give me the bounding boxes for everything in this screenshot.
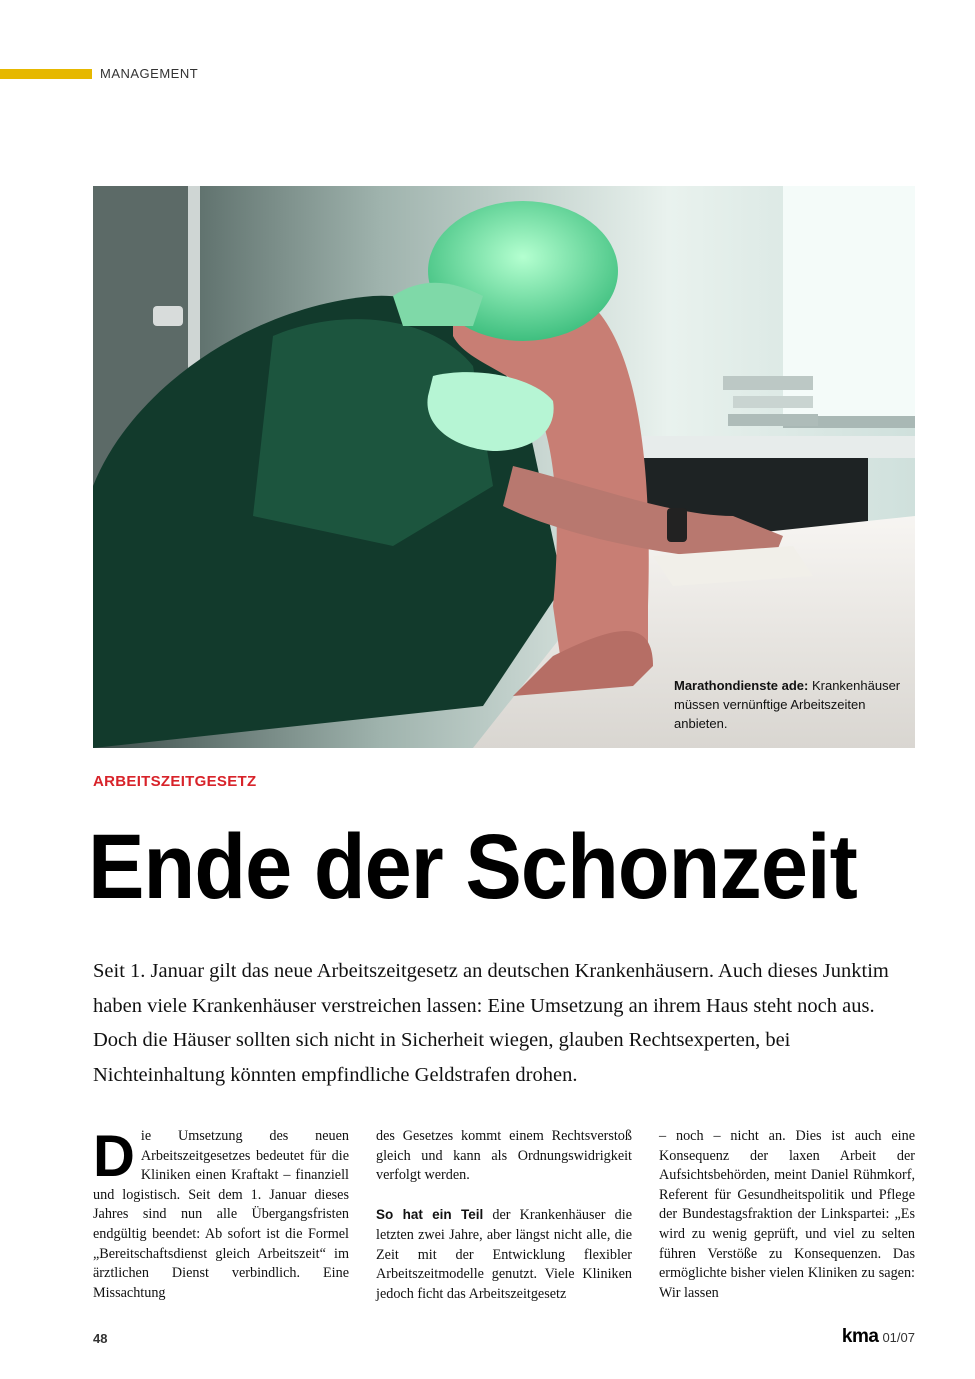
article-lead: Seit 1. Januar gilt das neue Arbeitszeitgesetz an deutschen Krankenhäusern. Auch dieses Junktim haben viele Krankenhäuser verstreichen lassen: Eine Umsetzung an ihrem Haus steht noch aus. Doch die Häuser sollten sich nicht in Sicherheit wiegen, glauben Rechtsexperten, bei Nichteinhaltung könnten empfindliche Geldstrafen drohen. (93, 960, 889, 1086)
drop-cap: D (93, 1124, 135, 1189)
article-photo (93, 186, 915, 748)
caption-lead: Marathondienste ade: (674, 678, 809, 693)
body-column-1 (93, 1124, 349, 1303)
body-column-3 (659, 1127, 915, 1303)
footer-brand (842, 1326, 915, 1348)
run-in-heading: So hat ein Teil (376, 1207, 484, 1223)
photo-illustration (93, 186, 915, 748)
article-headline: Ende der Schonzeit (88, 816, 857, 918)
page-number: 48 (93, 1331, 108, 1346)
section-color-bar (0, 69, 92, 79)
column-2-text-1: des Gesetzes kommt einem Rechtsverstoß gleich und kann als Ordnungswidrigkeit verfolgt werden. (376, 1128, 632, 1184)
article-kicker: ARBEITSZEITGESETZ (93, 773, 257, 790)
column-2-text-2: der Krankenhäuser die letzten zwei Jahre, aber längst nicht alle, die Zeit mit der Entwicklung flexibler Arbeitszeitmodelle genutzt. Viele Kliniken jedoch ficht das Arbeitszeitgesetz (376, 1207, 633, 1302)
caption-text: Krankenhäuser müssen vernünftige Arbeitszeiten anbieten. (674, 678, 901, 731)
issue-number: 01/07 (882, 1330, 915, 1345)
brand-logo: kma (841, 1326, 879, 1347)
paragraph-gap (376, 1186, 632, 1206)
column-1-text: ie Umsetzung des neuen Arbeitszeitgesetzes bedeutet für die Kliniken einen Kraftakt – finanziell und logistisch. Seit dem 1. Januar dieses Jahres sind nun alle Übergangsfristen endgültig beendet: Ab sofort ist die Formel „Bereitschaftsdienst gleich Arbeitszeit“ im ärztlichen Dienst verbindlich. Eine Missachtung (93, 1128, 349, 1301)
body-column-2 (376, 1127, 632, 1304)
photo-caption (674, 676, 912, 733)
section-label: MANAGEMENT (100, 66, 199, 81)
column-3-text: – noch – nicht an. Dies ist auch eine Konsequenz der laxen Arbeit der Aufsichtsbehörden, meint Daniel Rühmkorf, Referent für Gesundheitspolitik und Pflege der Bundestagsfraktion der Linkspartei: „Es wird zu wenig geprüft, und viel zu selten führen Verstöße zu Konsequenzen. Das ermöglichte bisher vielen Kliniken zu sagen: Wir lassen (659, 1128, 915, 1301)
